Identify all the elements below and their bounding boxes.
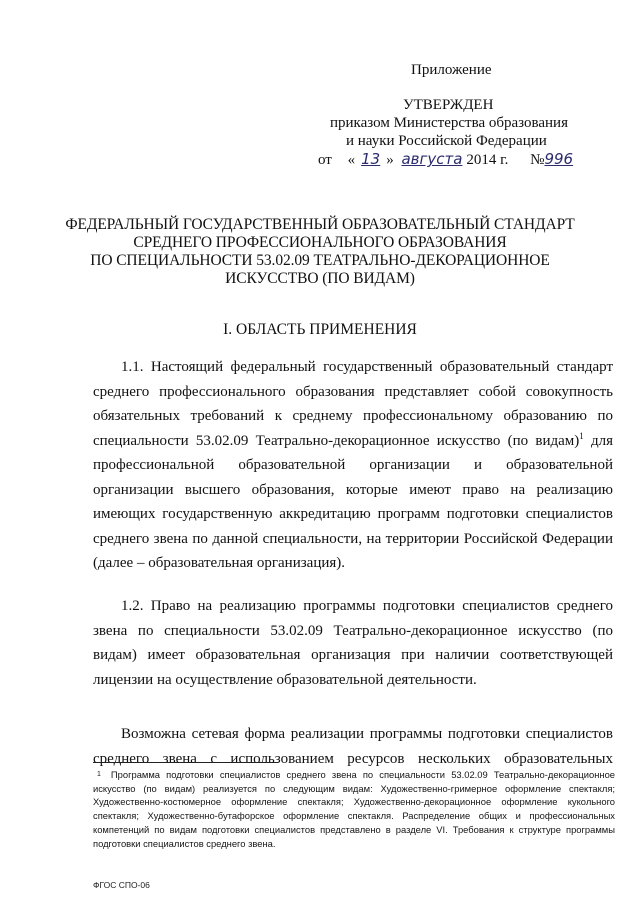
paragraph-1-1 xyxy=(93,355,613,576)
order-number-label: № xyxy=(530,152,545,168)
footnote xyxy=(93,768,615,850)
footnote-reference: 1 xyxy=(579,430,584,441)
page-footer-label: ФГОС СПО-06 xyxy=(93,880,150,890)
title-line-2: СРЕДНЕГО ПРОФЕССИОНАЛЬНОГО ОБРАЗОВАНИЯ xyxy=(133,234,507,251)
approved-label: УТВЕРЖДЕН xyxy=(403,97,494,113)
title-line-3: ПО СПЕЦИАЛЬНОСТИ 53.02.09 ТЕАТРАЛЬНО-ДЕКОРАЦИОННОЕ xyxy=(90,252,550,269)
paragraph-network-form xyxy=(93,722,613,771)
paragraph-1-1-continuation: для профессиональной образовательной организации и образовательной организации высшего образования, которые имеют право на реализацию имеющих государственную аккредитацию программ подготовки специалистов среднего звена по данной специальности, на территории Российской Федерации (далее – образовательная организация). xyxy=(93,432,613,571)
section-heading: I. ОБЛАСТЬ ПРИМЕНЕНИЯ xyxy=(223,321,417,338)
paragraph-1-1-text: 1.1. Настоящий федеральный государственный образовательный стандарт среднего профессионального образования представляет собой совокупность обязательных требований к среднему профессиональному образованию по специальности 53.02.09 Театрально-декорационное искусство (по видам) xyxy=(93,359,613,449)
date-quote-close: » xyxy=(386,152,394,168)
order-date-line xyxy=(318,150,573,170)
order-number: 996 xyxy=(544,150,574,168)
footnote-mark: 1 xyxy=(97,771,101,778)
paragraph-1-2-text: 1.2. Право на реализацию программы подготовки специалистов среднего звена по специальности 53.02.09 Театрально-декорационное искусство (по видам) имеет образовательная организация при наличии соответствующей лицензии на осуществление образовательной деятельности. xyxy=(93,598,613,688)
appendix-label: Приложение xyxy=(411,62,492,78)
title-line-1: ФЕДЕРАЛЬНЫЙ ГОСУДАРСТВЕННЫЙ ОБРАЗОВАТЕЛЬНЫЙ СТАНДАРТ xyxy=(65,216,575,233)
document-title xyxy=(60,216,580,288)
paragraph-network-form-text: Возможна сетевая форма реализации программы подготовки специалистов среднего звена с использованием ресурсов нескольких образовательных xyxy=(93,726,613,767)
footnote-text: Программа подготовки специалистов среднего звена по специальности 53.02.09 Театрально-декорационное искусство (по видам) реализуется по следующим видам: Художественно-гримерное оформление спектакля; Художественно-костюмерное оформление спектакля; Художественно-декорационное оформление кукольного спектакля; Художественно-бутафорское оформление спектакля. Распределение общих и профессиональных компетенций по видам подготовки специалистов представлено в разделе VI. Требования к структуре программы подготовки специалистов среднего звена. xyxy=(93,769,615,849)
date-month: августа xyxy=(401,150,463,168)
date-year: 2014 г. xyxy=(466,152,509,168)
date-from-label: от xyxy=(318,152,332,168)
order-line-2: и науки Российской Федерации xyxy=(346,133,547,149)
title-line-4: ИСКУССТВО (ПО ВИДАМ) xyxy=(225,270,415,287)
date-day: 13 xyxy=(361,150,381,168)
footnote-divider xyxy=(93,762,278,763)
date-quote-open: « xyxy=(347,152,356,168)
paragraph-1-2 xyxy=(93,594,613,692)
order-line-1: приказом Министерства образования xyxy=(330,115,568,131)
